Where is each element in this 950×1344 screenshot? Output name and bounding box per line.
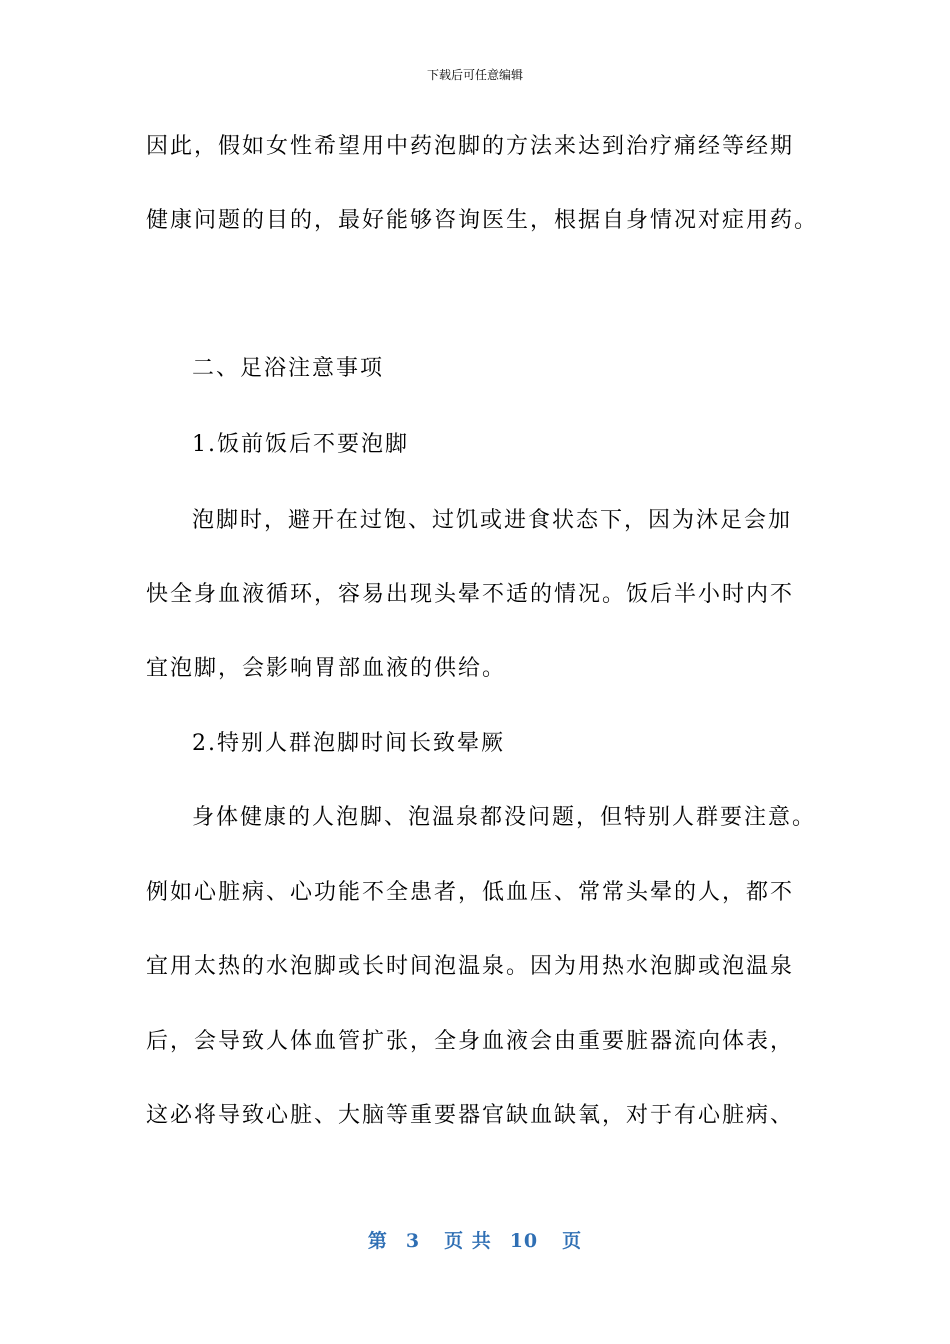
paragraph-line: 泡脚时，避开在过饱、过饥或进食状态下，因为沐足会加 [192, 508, 793, 533]
paragraph-line: 因此，假如女性希望用中药泡脚的方法来达到治疗痛经等经期 [146, 134, 795, 159]
paragraph-line: 快全身血液循环，容易出现头晕不适的情况。饭后半小时内不 [146, 582, 795, 607]
total-pages: 10 [509, 1230, 539, 1252]
page-header: 下载后可任意编辑 [426, 68, 523, 82]
page-label-prefix: 第 [367, 1230, 388, 1252]
paragraph-line: 宜泡脚，会影响胃部血液的供给。 [146, 656, 507, 681]
subsection-heading: 2.特别人群泡脚时间长致晕厥 [192, 731, 505, 756]
paragraph-line: 身体健康的人泡脚、泡温泉都没问题，但特别人群要注意。 [192, 805, 817, 830]
section-heading: 二、足浴注意事项 [192, 356, 385, 381]
page-number: 3 [405, 1230, 421, 1252]
subsection-heading: 1.饭前饭后不要泡脚 [192, 432, 409, 457]
paragraph-line: 后，会导致人体血管扩张，全身血液会由重要脏器流向体表， [146, 1029, 795, 1054]
page-footer [0, 1226, 950, 1253]
paragraph-line: 例如心脏病、心功能不全患者，低血压、常常头晕的人，都不 [146, 880, 795, 905]
paragraph-line: 健康问题的目的，最好能够咨询医生，根据自身情况对症用药。 [146, 208, 819, 233]
paragraph-line: 宜用太热的水泡脚或长时间泡温泉。因为用热水泡脚或泡温泉 [146, 954, 795, 979]
paragraph-line: 这必将导致心脏、大脑等重要器官缺血缺氧，对于有心脏病、 [146, 1103, 795, 1128]
page-label-mid: 页 共 [444, 1230, 492, 1252]
page-label-suffix: 页 [562, 1230, 583, 1252]
